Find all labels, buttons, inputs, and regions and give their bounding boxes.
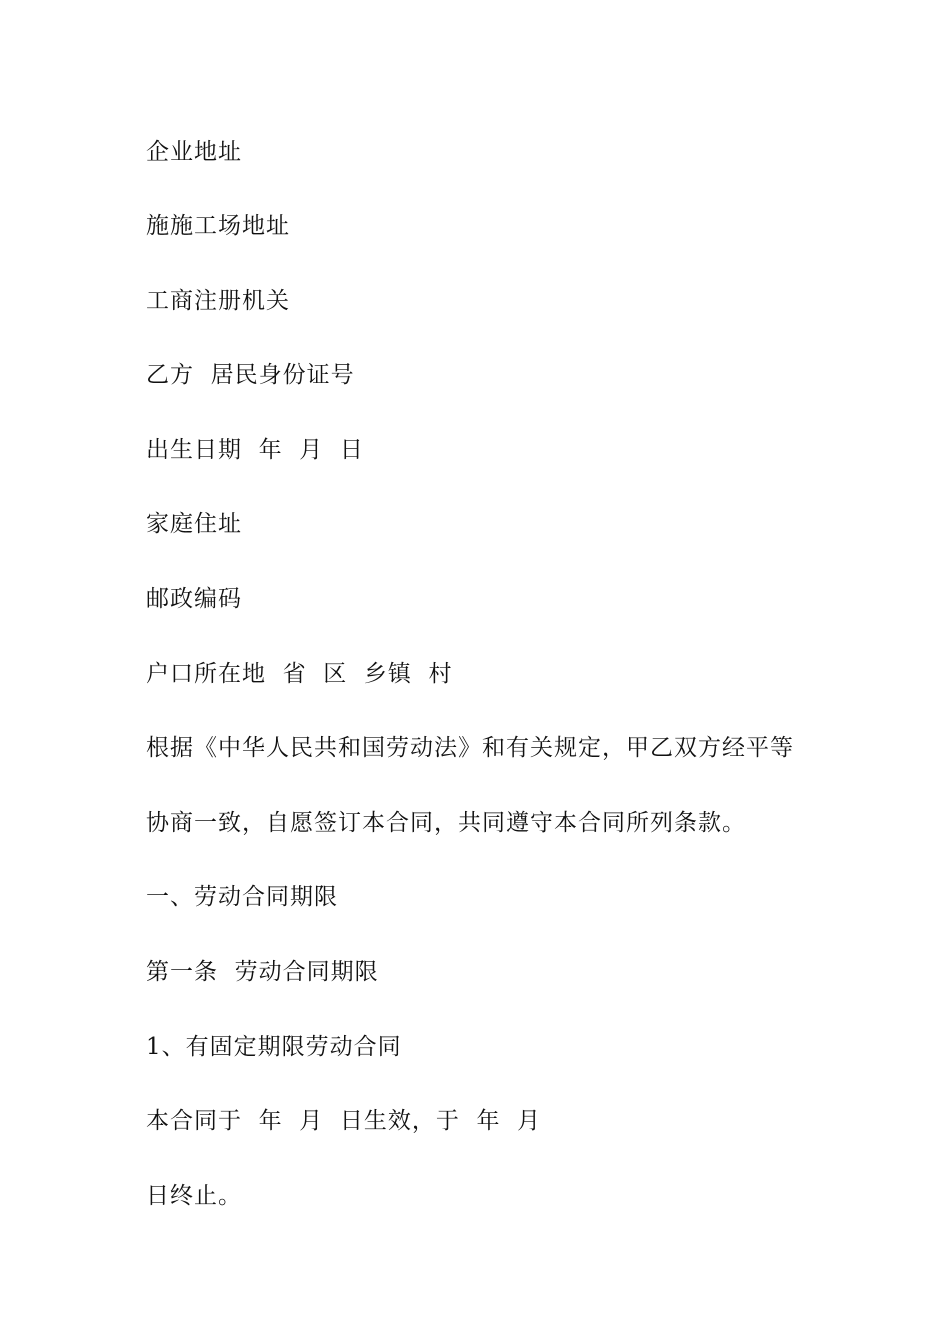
- birth-date-line: 出生日期 年 月 日: [146, 437, 364, 463]
- contract-type-line: 1、有固定期限劳动合同: [146, 1034, 402, 1060]
- section-heading: 一、劳动合同期限: [146, 884, 338, 910]
- construction-site-address-line: 施施工场地址: [146, 213, 290, 239]
- party-b-id-line: 乙方 居民身份证号: [146, 362, 355, 388]
- home-address-line: 家庭住址: [146, 511, 242, 537]
- preamble-line-2: 协商一致，自愿签订本合同，共同遵守本合同所列条款。: [146, 810, 746, 836]
- household-registration-line: 户口所在地 省 区 乡镇 村: [146, 661, 453, 687]
- contract-term-line-2: 日终止。: [146, 1183, 242, 1209]
- contract-term-line-1: 本合同于 年 月 日生效，于 年 月: [146, 1108, 542, 1134]
- postal-code-line: 邮政编码: [146, 586, 242, 612]
- company-address-line: 企业地址: [146, 139, 242, 165]
- article-heading: 第一条 劳动合同期限: [146, 959, 379, 985]
- preamble-line-1: 根据《中华人民共和国劳动法》和有关规定，甲乙双方经平等: [146, 735, 794, 761]
- registration-authority-line: 工商注册机关: [146, 288, 290, 314]
